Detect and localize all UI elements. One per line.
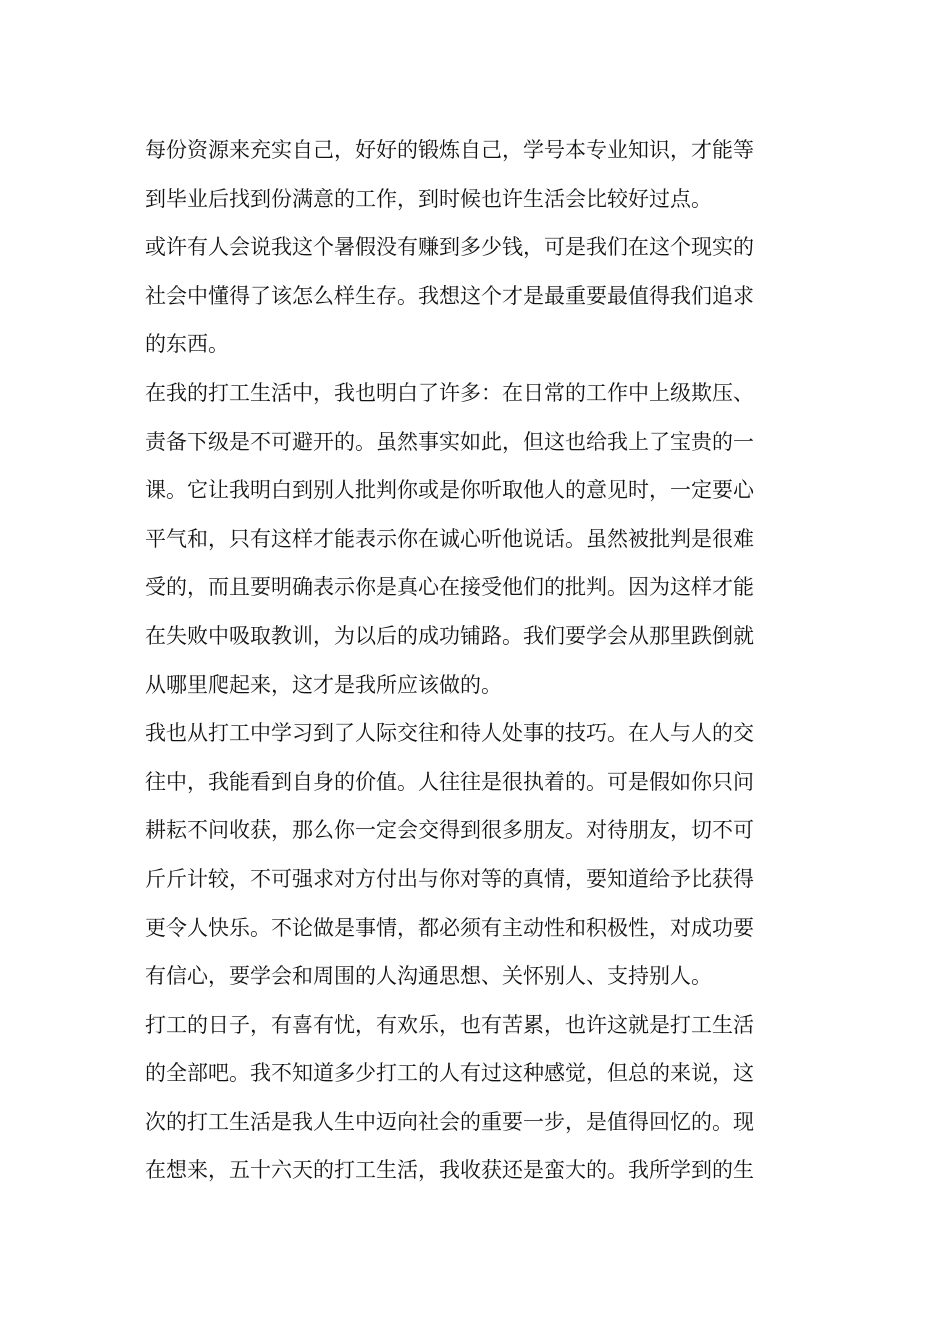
text-line: 的全部吧。我不知道多少打工的人有过这种感觉，但总的来说，这 <box>145 1061 754 1086</box>
text-line: 耕耘不问收获，那么你一定会交得到很多朋友。对待朋友，切不可 <box>145 818 754 843</box>
text-line: 我也从打工中学习到了人际交往和待人处事的技巧。在人与人的交 <box>145 721 754 746</box>
text-line: 受的，而且要明确表示你是真心在接受他们的批判。因为这样才能 <box>145 575 754 600</box>
text-line: 课。它让我明白到别人批判你或是你听取他人的意见时，一定要心 <box>145 478 754 503</box>
text-line: 责备下级是不可避开的。虽然事实如此，但这也给我上了宝贵的一 <box>145 429 754 454</box>
text-line: 斤斤计较，不可强求对方付出与你对等的真情，要知道给予比获得 <box>145 866 754 891</box>
text-line: 有信心，要学会和周围的人沟通思想、关怀别人、支持别人。 <box>145 964 712 989</box>
text-line: 在我的打工生活中，我也明白了许多：在日常的工作中上级欺压、 <box>145 380 754 405</box>
text-line: 的东西。 <box>145 332 229 357</box>
text-line: 在失败中吸取教训，为以后的成功铺路。我们要学会从那里跌倒就 <box>145 623 754 648</box>
text-line: 在想来，五十六天的打工生活，我收获还是蛮大的。我所学到的生 <box>145 1158 754 1183</box>
text-line: 往中，我能看到自身的价值。人往往是很执着的。可是假如你只问 <box>145 769 754 794</box>
text-line: 更令人快乐。不论做是事情，都必须有主动性和积极性，对成功要 <box>145 915 754 940</box>
text-line: 到毕业后找到份满意的工作，到时候也许生活会比较好过点。 <box>145 186 712 211</box>
body-text <box>145 126 807 1195</box>
text-line: 次的打工生活是我人生中迈向社会的重要一步，是值得回忆的。现 <box>145 1109 754 1134</box>
text-line: 每份资源来充实自己，好好的锻炼自己，学号本专业知识，才能等 <box>145 138 754 162</box>
text-line: 或许有人会说我这个暑假没有赚到多少钱，可是我们在这个现实的 <box>145 235 754 260</box>
text-line: 从哪里爬起来，这才是我所应该做的。 <box>145 672 502 697</box>
text-line: 打工的日子，有喜有忧，有欢乐，也有苦累，也许这就是打工生活 <box>145 1012 754 1037</box>
text-line: 社会中懂得了该怎么样生存。我想这个才是最重要最值得我们追求 <box>145 283 754 308</box>
text-line: 平气和，只有这样才能表示你在诚心听他说话。虽然被批判是很难 <box>145 526 754 551</box>
